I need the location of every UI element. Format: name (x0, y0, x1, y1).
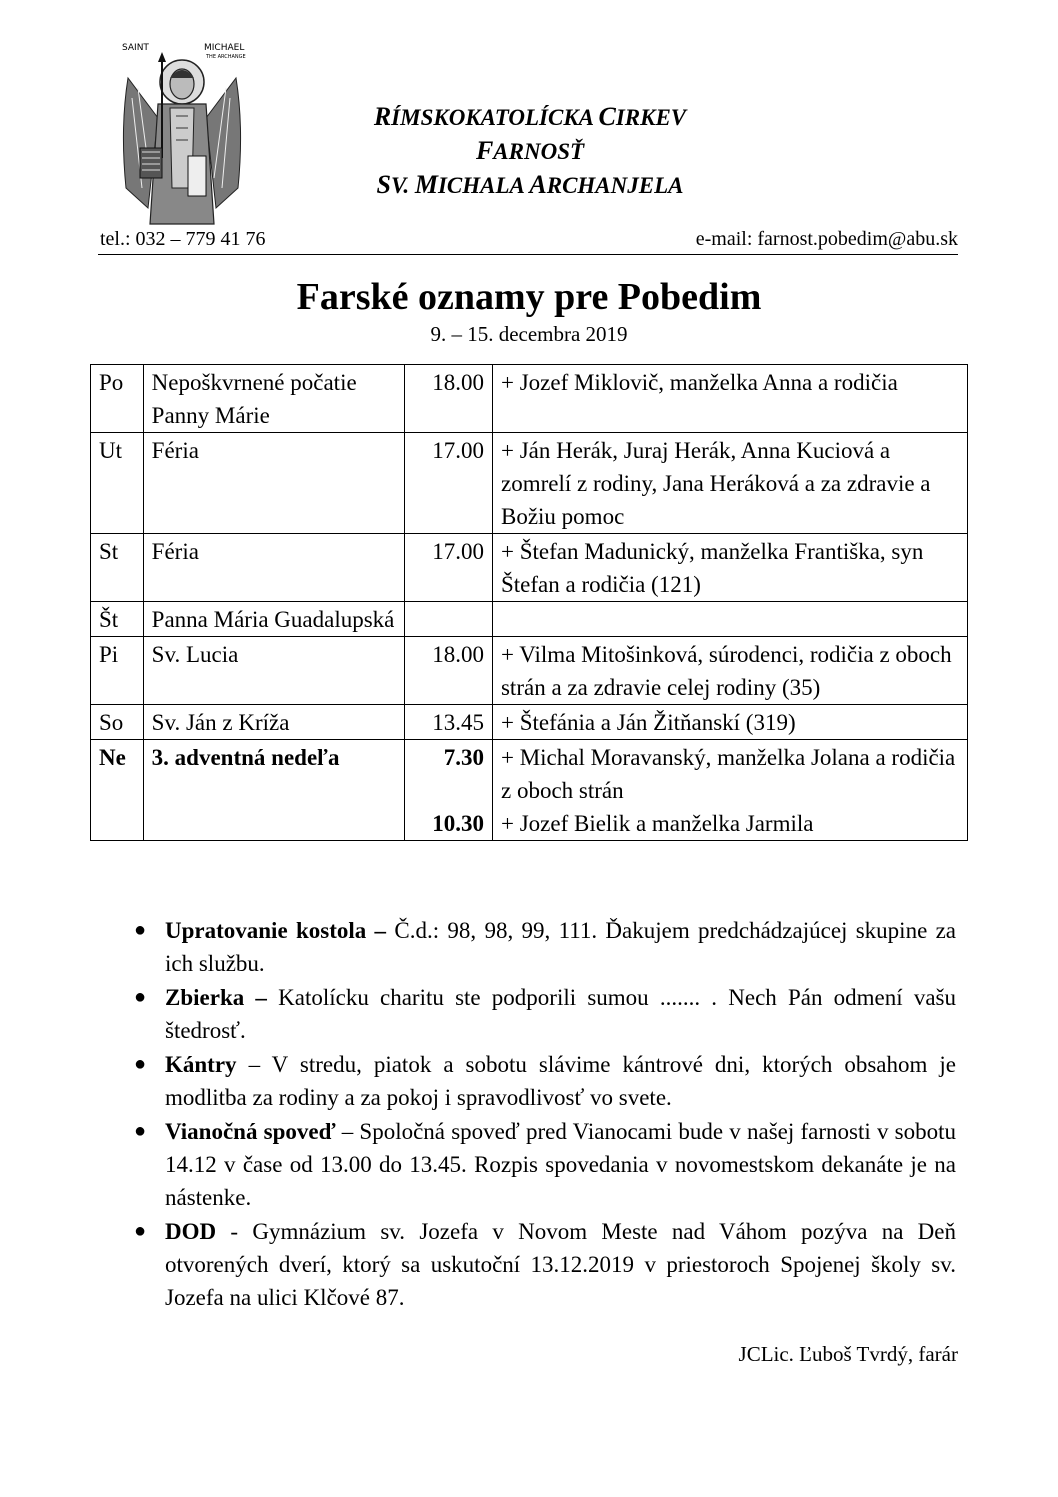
logo-caption-small: THE ARCHANGEL (206, 54, 246, 60)
table-row (91, 602, 968, 637)
intention-cell (492, 637, 967, 705)
feast-cell: Féria (143, 433, 404, 534)
mass-time: 13.45 (432, 710, 484, 735)
notice-heading: Vianočná spoveď (165, 1119, 336, 1144)
notice-text: Katolícku charitu ste podporili sumou ....... . Nech Pán odmení vašu štedrosť. (165, 985, 957, 1043)
intention-cell (492, 534, 967, 602)
list-item (134, 1048, 956, 1114)
mass-schedule-table (90, 364, 968, 841)
list-item (134, 981, 956, 1047)
mass-time: 7.30 (443, 745, 484, 770)
day-cell: St (91, 534, 144, 602)
intention-cell (492, 433, 967, 534)
signature: JCLic. Ľuboš Tvrdý, farár (738, 1342, 958, 1366)
day-cell: Po (91, 365, 144, 433)
time-cell (404, 705, 492, 740)
mass-time: 10.30 (432, 811, 484, 836)
day-cell: Ne (91, 740, 144, 841)
mass-intention: + Ján Herák, Juraj Herák, Anna Kuciová a zomrelí z rodiny, Jana Heráková a za zdravie a Božiu pomoc (500, 438, 931, 529)
mass-time: 17.00 (432, 539, 484, 564)
mass-time: 17.00 (432, 438, 484, 463)
day-cell: Ut (91, 433, 144, 534)
bullet-icon: ● (134, 1053, 147, 1075)
feast-cell: 3. adventná nedeľa (143, 740, 404, 841)
intention-cell (492, 365, 967, 433)
feast-cell: Féria (143, 534, 404, 602)
notice-text: Č.d.: 98, 98, 99, 111. Ďakujem predchádzajúcej skupine za ich službu. (165, 918, 956, 976)
mass-intention: + Michal Moravanský, manželka Jolana a rodičia z oboch strán (500, 745, 956, 803)
email-address[interactable]: e-mail: farnost.pobedim@abu.sk (695, 228, 958, 250)
time-cell (404, 433, 492, 534)
bullet-icon: ● (134, 1220, 147, 1242)
bullet-icon: ● (134, 986, 147, 1008)
table-row (91, 365, 968, 433)
phone-number: tel.: 032 – 779 41 76 (100, 228, 266, 250)
feast-cell: Nepoškvrnené počatie Panny Márie (143, 365, 404, 433)
day-cell: Pi (91, 637, 144, 705)
feast-cell: Sv. Ján z Kríža (143, 705, 404, 740)
logo-caption-right: MICHAEL (204, 43, 245, 53)
list-item (134, 1215, 956, 1314)
notices-list (134, 914, 956, 1315)
day-cell: Št (91, 602, 144, 637)
time-cell (404, 740, 492, 841)
table-row (91, 433, 968, 534)
header-line-church: RÍMSKOKATOLÍCKA CIRKEV (373, 102, 687, 131)
intention-cell (492, 602, 967, 637)
notice-text: – Spoločná spoveď pred Vianocami bude v našej farnosti v sobotu 14.12 v čase od 13.00 do 13.45. Rozpis spovedania v novomestskom dekanáte je na nástenke. (165, 1119, 957, 1210)
feast-cell: Sv. Lucia (143, 637, 404, 705)
mass-intention: + Štefan Madunický, manželka Františka, syn Štefan a rodičia (121) (500, 539, 924, 597)
mass-intention: + Štefánia a Ján Žitňanskí (319) (500, 710, 796, 735)
mass-intention: + Vilma Mitošinková, súrodenci, rodičia z oboch strán a za zdravie celej rodiny (35) (500, 642, 952, 700)
header-line-parish: FARNOSŤ (475, 136, 585, 165)
logo-caption-left: SAINT (122, 43, 149, 53)
time-cell (404, 637, 492, 705)
table-row (91, 534, 968, 602)
intention-cell (492, 705, 967, 740)
intention-cell (492, 740, 967, 841)
notice-text: – V stredu, piatok a sobotu slávime kántrové dni, ktorých obsahom je modlitba za rodiny a za pokoj i spravodlivosť vo svete. (165, 1052, 956, 1110)
page-title: Farské oznamy pre Pobedim (296, 276, 762, 318)
notice-heading: Zbierka – (165, 985, 267, 1010)
table-row (91, 740, 968, 841)
contact-row (98, 228, 958, 255)
notice-heading: Kántry (165, 1052, 237, 1077)
date-range: 9. – 15. decembra 2019 (430, 322, 628, 346)
time-cell (404, 365, 492, 433)
day-cell: So (91, 705, 144, 740)
bullet-icon: ● (134, 919, 147, 941)
header-line-patron: SV. MICHALA ARCHANJELA (376, 170, 684, 199)
mass-time: 18.00 (432, 370, 484, 395)
list-item (134, 914, 956, 980)
mass-time: 18.00 (432, 642, 484, 667)
church-header (330, 100, 730, 202)
time-cell (404, 534, 492, 602)
table-row (91, 705, 968, 740)
list-item (134, 1115, 956, 1214)
saint-michael-icon (118, 38, 246, 228)
notice-heading: Upratovanie kostola – (165, 918, 387, 943)
notice-heading: DOD (165, 1219, 217, 1244)
notice-text: - Gymnázium sv. Jozefa v Novom Meste nad Váhom pozýva na Deň otvorených dverí, ktorý sa uskutoční 13.12.2019 v priestoroch Spojenej školy sv. Jozefa na ulici Klčové 87. (165, 1219, 956, 1310)
bullet-icon: ● (134, 1120, 147, 1142)
mass-intention: + Jozef Miklovič, manželka Anna a rodičia (500, 370, 898, 395)
feast-cell: Panna Mária Guadalupská (143, 602, 404, 637)
mass-intention: + Jozef Bielik a manželka Jarmila (500, 811, 814, 836)
table-row (91, 637, 968, 705)
time-cell (404, 602, 492, 637)
